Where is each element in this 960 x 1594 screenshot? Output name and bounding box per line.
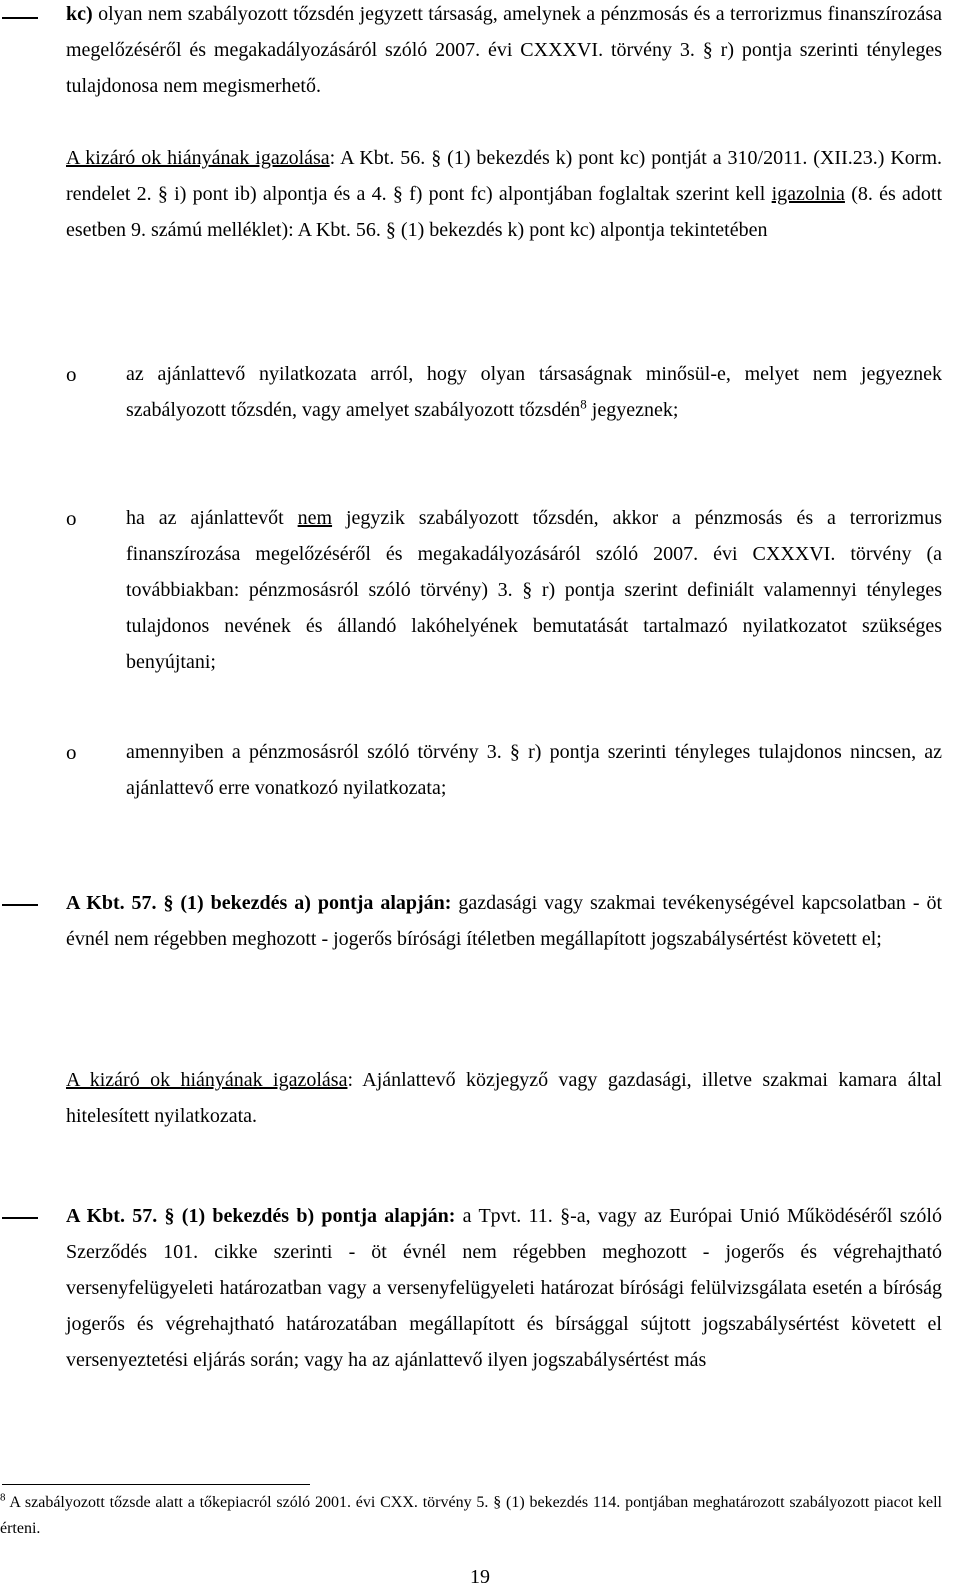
footnote-marker: 8 [0, 1491, 6, 1504]
proof-text-2: (8. és adott esetben 9. számú melléklet): A Kbt. 56. § (1) bekezdés k) pont kc) alpontja tekintetében [66, 183, 942, 241]
bullet-item-1 [126, 356, 942, 428]
bullet-marker: o [66, 506, 77, 530]
paragraph-57b [66, 1198, 942, 1378]
paragraph-kc-text: olyan nem szabályozott tőzsdén jegyzett társaság, amelynek a pénzmosás és a terrorizmus finanszírozása megelőzéséről és megakadályozásáról szóló 2007. évi CXXXVI. törvény 3. § r) pontja szerinti tényleges tulajdonosa nem megismerhető. [66, 3, 942, 97]
bullet-item-2-text-start: ha az ajánlattevőt [126, 507, 298, 529]
bullet-item-2 [126, 500, 942, 680]
proof-text-57a: : Ajánlattevő közjegyző vagy gazdasági, illetve szakmai kamara által hitelesített nyilatkozata. [66, 1069, 942, 1127]
paragraph-57a-text: gazdasági vagy szakmai tevékenységével kapcsolatban - öt évnél nem régebben meghozott - jogerős bírósági ítéletben megállapított jogszabálysértést követett el; [66, 892, 942, 950]
bullet-item-3 [126, 734, 942, 806]
bullet-marker: o [66, 740, 77, 764]
dash-bullet [2, 904, 38, 906]
proof-heading: A kizáró ok hiányának igazolása [66, 147, 330, 169]
dash-bullet [2, 17, 38, 19]
paragraph-57a [66, 885, 942, 957]
footnote-separator [2, 1484, 310, 1485]
paragraph-57a-label: A Kbt. 57. § (1) bekezdés a) pontja alapján: [66, 892, 452, 914]
bullet-item-1-text: az ajánlattevő nyilatkozata arról, hogy olyan társaságnak minősül-e, melyet nem jegyeznek szabályozott tőzsdén, vagy amelyet szabályozott tőzsdén [126, 363, 942, 421]
bullet-marker: o [66, 362, 77, 386]
bullet-item-2-underlined: nem [297, 507, 333, 529]
proof-verb: igazolnia [771, 183, 845, 205]
paragraph-57b-label: A Kbt. 57. § (1) bekezdés b) pontja alapján: [66, 1205, 456, 1227]
paragraph-kc [66, 0, 942, 104]
paragraph-kc-label: kc) [66, 3, 93, 25]
proof-heading-2: A kizáró ok hiányának igazolása [66, 1069, 348, 1091]
paragraph-proof-57a [66, 1062, 942, 1134]
dash-bullet [2, 1217, 38, 1219]
footnote-ref: 8 [580, 396, 587, 412]
bullet-item-2-text: jegyzik szabályozott tőzsdén, akkor a pénzmosás és a terrorizmus finanszírozása megelőzéséről és megakadályozásáról szóló 2007. évi CXXXVI. törvény (a továbbiakban: pénzmosásról szóló törvény) 3. § r) pontja szerint definiált valamennyi tényleges tulajdonos nevének és állandó lakóhelyének bemutatását tartalmazó nyilatkozatot szükséges benyújtani; [126, 507, 942, 673]
paragraph-57b-text: a Tpvt. 11. §-a, vagy az Európai Unió Működéséről szóló Szerződés 101. cikke szerinti - öt évnél nem régebben meghozott - jogerős és végrehajtható versenyfelügyeleti határozatban vagy a versenyfelügyeleti határozat bírósági felülvizsgálata esetén a bíróság jogerős és végrehajtható határozatában megállapított és bírsággal sújtott jogszabálysértést követett el versenyeztetési eljárás során; vagy ha az ajánlattevő ilyen jogszabálysértést más [66, 1205, 942, 1371]
paragraph-proof-56 [66, 140, 942, 248]
footnote-text: A szabályozott tőzsde alatt a tőkepiacról szóló 2001. évi CXX. törvény 5. § (1) bekezdés 114. pontjában meghatározott szabályozott piacot kell érteni. [0, 1494, 942, 1537]
page-number: 19 [470, 1566, 490, 1588]
proof-text-1: : A Kbt. 56. § (1) bekezdés k) pont kc) pontját a 310/2011. (XII.23.) Korm. rendelet 2. § i) pont ib) alpontja és a 4. § f) pont fc) alpontjában foglaltak szerint kell [66, 147, 942, 205]
bullet-item-3-text: amennyiben a pénzmosásról szóló törvény 3. § r) pontja szerinti tényleges tulajdonos nincsen, az ajánlattevő erre vonatkozó nyilatkozata; [126, 741, 942, 799]
bullet-item-1-text-end: jegyeznek; [586, 399, 679, 421]
footnote [0, 1490, 942, 1542]
